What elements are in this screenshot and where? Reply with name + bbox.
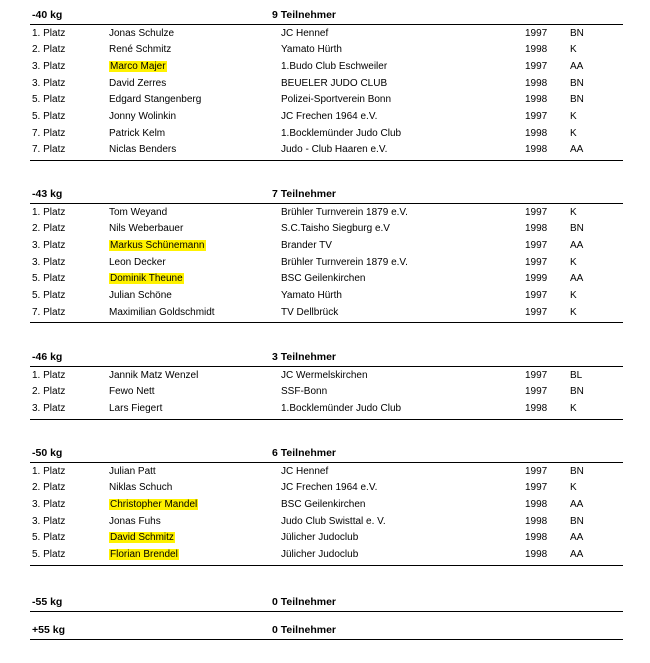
result-row bbox=[30, 401, 623, 418]
grade-cell: K bbox=[570, 44, 577, 56]
athlete-name: Lars Fiegert bbox=[109, 402, 163, 414]
birth-year: 1998 bbox=[525, 144, 548, 156]
section-bottom-rule bbox=[30, 419, 623, 420]
club-name: Yamato Hürth bbox=[281, 44, 342, 56]
athlete-name: Jannik Matz Wenzel bbox=[109, 369, 199, 381]
grade-cell: BN bbox=[570, 77, 584, 89]
athlete-name: Fewo Nett bbox=[109, 386, 155, 398]
grade-cell: K bbox=[570, 402, 577, 414]
weight-class-header bbox=[30, 187, 623, 203]
placement-cell: 5. Platz bbox=[32, 290, 66, 301]
club-name: Judo - Club Haaren e.V. bbox=[281, 144, 388, 156]
athlete-name: Niklas Schuch bbox=[109, 482, 173, 494]
placement-cell: 5. Platz bbox=[32, 532, 66, 544]
club-name: Jülicher Judoclub bbox=[281, 549, 359, 560]
club-name: Jülicher Judoclub bbox=[281, 532, 359, 544]
athlete-name: David Zerres bbox=[109, 77, 167, 89]
result-row bbox=[30, 126, 623, 143]
result-row bbox=[30, 42, 623, 59]
placement-cell: 3. Platz bbox=[32, 402, 66, 414]
birth-year: 1997 bbox=[525, 111, 548, 122]
weight-class-header bbox=[30, 350, 623, 366]
athlete-name: Tom Weyand bbox=[109, 206, 168, 218]
birth-year: 1997 bbox=[525, 60, 548, 72]
section-top-rule bbox=[30, 639, 623, 640]
result-row bbox=[30, 530, 623, 547]
placement-cell: 2. Platz bbox=[32, 482, 66, 494]
weight-class-label: +55 kg bbox=[32, 624, 65, 636]
club-name: Brander TV bbox=[281, 239, 332, 251]
result-row bbox=[30, 205, 623, 222]
placement-cell: 3. Platz bbox=[32, 60, 66, 72]
club-name: JC Frechen 1964 e.V. bbox=[281, 482, 378, 494]
athlete-name: Jonas Fuhs bbox=[109, 515, 161, 527]
athlete-name: Niclas Benders bbox=[109, 144, 177, 156]
weight-class-header bbox=[30, 8, 623, 24]
athlete-name: Jonny Wolinkin bbox=[109, 111, 177, 122]
birth-year: 1999 bbox=[525, 273, 548, 285]
club-name: 1.Bocklemünder Judo Club bbox=[281, 127, 402, 139]
athlete-name: Julian Patt bbox=[109, 465, 156, 477]
grade-cell: AA bbox=[570, 273, 584, 285]
placement-cell: 7. Platz bbox=[32, 144, 66, 156]
club-name: Yamato Hürth bbox=[281, 290, 342, 301]
weight-class-header bbox=[30, 446, 623, 462]
result-row bbox=[30, 288, 623, 305]
result-row bbox=[30, 368, 623, 385]
athlete-name: Christopher Mandel bbox=[110, 498, 198, 510]
club-name: BSC Geilenkirchen bbox=[281, 273, 366, 285]
placement-cell: 1. Platz bbox=[32, 27, 66, 39]
grade-cell: K bbox=[570, 127, 577, 139]
club-name: Judo Club Swisttal e. V. bbox=[281, 515, 386, 527]
club-name: JC Hennef bbox=[281, 27, 329, 39]
result-row bbox=[30, 464, 623, 481]
club-name: Brühler Turnverein 1879 e.V. bbox=[281, 206, 408, 218]
participant-count: 0 Teilnehmer bbox=[272, 624, 336, 636]
placement-cell: 3. Platz bbox=[32, 498, 66, 510]
club-name: S.C.Taisho Siegburg e.V bbox=[281, 223, 390, 235]
athlete-name: David Schmitz bbox=[110, 532, 174, 544]
placement-cell: 3. Platz bbox=[32, 77, 66, 89]
placement-cell: 5. Platz bbox=[32, 549, 66, 560]
grade-cell: AA bbox=[570, 549, 584, 560]
grade-cell: BN bbox=[570, 27, 584, 39]
weight-class-label: -40 kg bbox=[32, 9, 63, 21]
section-top-rule bbox=[30, 611, 623, 612]
weight-class-header bbox=[30, 623, 623, 639]
weight-class-label: -50 kg bbox=[32, 447, 63, 459]
placement-cell: 5. Platz bbox=[32, 111, 66, 122]
grade-cell: AA bbox=[570, 60, 584, 72]
athlete-name: Nils Weberbauer bbox=[109, 223, 184, 235]
athlete-name: Dominik Theune bbox=[110, 273, 183, 285]
club-name: JC Wermelskirchen bbox=[281, 369, 368, 381]
birth-year: 1998 bbox=[525, 532, 548, 544]
athlete-name: Julian Schöne bbox=[109, 290, 172, 301]
grade-cell: K bbox=[570, 206, 577, 218]
athlete-name: Leon Decker bbox=[109, 256, 166, 268]
athlete-name: Jonas Schulze bbox=[109, 27, 175, 39]
result-row bbox=[30, 480, 623, 497]
result-row bbox=[30, 92, 623, 109]
result-row bbox=[30, 142, 623, 159]
birth-year: 1997 bbox=[525, 239, 548, 251]
section-bottom-rule bbox=[30, 322, 623, 323]
grade-cell: BN bbox=[570, 515, 584, 527]
placement-cell: 1. Platz bbox=[32, 465, 66, 477]
athlete-name: Maximilian Goldschmidt bbox=[109, 306, 215, 318]
grade-cell: K bbox=[570, 482, 577, 494]
weight-class-header bbox=[30, 595, 623, 611]
placement-cell: 5. Platz bbox=[32, 94, 66, 106]
placement-cell: 1. Platz bbox=[32, 369, 66, 381]
club-name: 1.Bocklemünder Judo Club bbox=[281, 402, 402, 414]
result-row bbox=[30, 547, 623, 564]
result-row bbox=[30, 238, 623, 255]
grade-cell: AA bbox=[570, 532, 584, 544]
birth-year: 1997 bbox=[525, 386, 548, 398]
athlete-name: Patrick Kelm bbox=[109, 127, 166, 139]
grade-cell: K bbox=[570, 111, 577, 122]
birth-year: 1998 bbox=[525, 498, 548, 510]
birth-year: 1997 bbox=[525, 482, 548, 494]
birth-year: 1997 bbox=[525, 290, 548, 301]
grade-cell: BN bbox=[570, 386, 584, 398]
grade-cell: AA bbox=[570, 498, 584, 510]
athlete-name: René Schmitz bbox=[109, 44, 172, 56]
result-row bbox=[30, 109, 623, 126]
club-name: JC Hennef bbox=[281, 465, 329, 477]
club-name: Polizei-Sportverein Bonn bbox=[281, 94, 392, 106]
result-row bbox=[30, 26, 623, 43]
birth-year: 1997 bbox=[525, 369, 548, 381]
club-name: 1.Budo Club Eschweiler bbox=[281, 60, 388, 72]
result-row bbox=[30, 76, 623, 93]
grade-cell: AA bbox=[570, 239, 584, 251]
placement-cell: 2. Platz bbox=[32, 386, 66, 398]
birth-year: 1997 bbox=[525, 206, 548, 218]
placement-cell: 3. Platz bbox=[32, 256, 66, 268]
grade-cell: AA bbox=[570, 144, 584, 156]
grade-cell: BN bbox=[570, 465, 584, 477]
placement-cell: 5. Platz bbox=[32, 273, 66, 285]
club-name: BEUELER JUDO CLUB bbox=[281, 77, 388, 89]
participant-count: 9 Teilnehmer bbox=[272, 9, 336, 21]
birth-year: 1997 bbox=[525, 306, 548, 318]
club-name: TV Dellbrück bbox=[281, 306, 339, 318]
result-row bbox=[30, 384, 623, 401]
participant-count: 6 Teilnehmer bbox=[272, 447, 336, 459]
result-row bbox=[30, 497, 623, 514]
birth-year: 1998 bbox=[525, 127, 548, 139]
placement-cell: 3. Platz bbox=[32, 515, 66, 527]
participant-count: 0 Teilnehmer bbox=[272, 596, 336, 608]
placement-cell: 1. Platz bbox=[32, 206, 66, 218]
weight-class-label: -46 kg bbox=[32, 351, 63, 363]
result-row bbox=[30, 514, 623, 531]
result-row bbox=[30, 255, 623, 272]
placement-cell: 7. Platz bbox=[32, 127, 66, 139]
birth-year: 1997 bbox=[525, 256, 548, 268]
birth-year: 1998 bbox=[525, 44, 548, 56]
grade-cell: K bbox=[570, 256, 577, 268]
weight-class-label: -55 kg bbox=[32, 596, 63, 608]
participant-count: 3 Teilnehmer bbox=[272, 351, 336, 363]
result-row bbox=[30, 305, 623, 322]
grade-cell: BL bbox=[570, 369, 583, 381]
athlete-name: Markus Schünemann bbox=[110, 239, 205, 251]
participant-count: 7 Teilnehmer bbox=[272, 188, 336, 200]
grade-cell: BN bbox=[570, 223, 584, 235]
result-row bbox=[30, 271, 623, 288]
weight-class-label: -43 kg bbox=[32, 188, 63, 200]
result-row bbox=[30, 59, 623, 76]
placement-cell: 2. Platz bbox=[32, 44, 66, 56]
grade-cell: K bbox=[570, 290, 577, 301]
birth-year: 1998 bbox=[525, 77, 548, 89]
athlete-name: Marco Majer bbox=[110, 60, 166, 72]
club-name: SSF-Bonn bbox=[281, 386, 328, 398]
club-name: Brühler Turnverein 1879 e.V. bbox=[281, 256, 408, 268]
section-bottom-rule bbox=[30, 160, 623, 161]
club-name: BSC Geilenkirchen bbox=[281, 498, 366, 510]
result-row bbox=[30, 221, 623, 238]
birth-year: 1998 bbox=[525, 94, 548, 106]
placement-cell: 7. Platz bbox=[32, 306, 66, 318]
placement-cell: 3. Platz bbox=[32, 239, 66, 251]
birth-year: 1997 bbox=[525, 27, 548, 39]
placement-cell: 2. Platz bbox=[32, 223, 66, 235]
section-bottom-rule bbox=[30, 565, 623, 566]
birth-year: 1998 bbox=[525, 402, 548, 414]
birth-year: 1997 bbox=[525, 465, 548, 477]
birth-year: 1998 bbox=[525, 549, 548, 560]
birth-year: 1998 bbox=[525, 223, 548, 235]
grade-cell: BN bbox=[570, 94, 584, 106]
athlete-name: Edgard Stangenberg bbox=[109, 94, 202, 106]
grade-cell: K bbox=[570, 306, 577, 318]
athlete-name: Florian Brendel bbox=[110, 549, 178, 560]
club-name: JC Frechen 1964 e.V. bbox=[281, 111, 378, 122]
birth-year: 1998 bbox=[525, 515, 548, 527]
